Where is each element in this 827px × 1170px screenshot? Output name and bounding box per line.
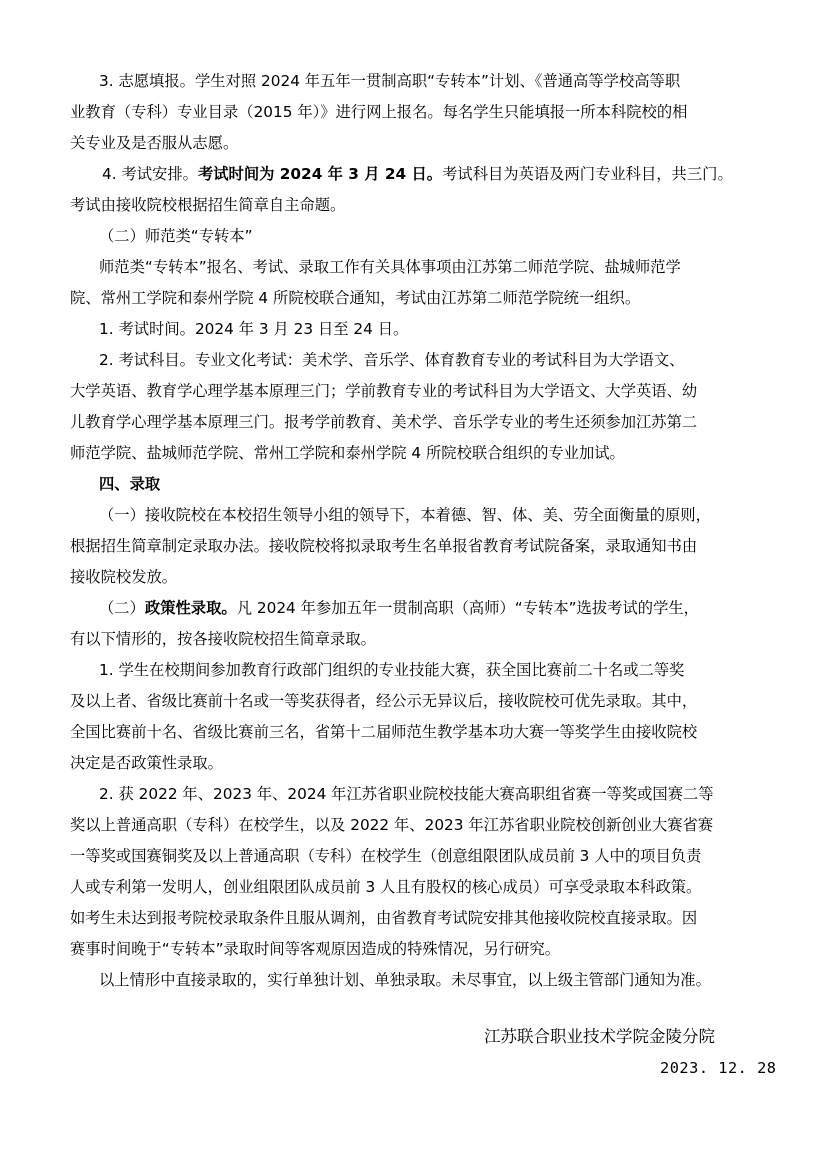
paragraph-line: 2. 考试科目。专业文化考试：美术学、音乐学、体育教育专业的考试科目为大学语文、 (99, 351, 685, 369)
paragraph-line: 1. 考试时间。2024 年 3 月 23 日至 24 日。 (99, 320, 409, 338)
paragraph-line: 决定是否政策性录取。 (70, 754, 223, 772)
paragraph-line: 2. 获 2022 年、2023 年、2024 年江苏省职业院校技能大赛高职组省赛一等奖或国赛二等 (99, 785, 714, 803)
paragraph-line: 有以下情形的，按各接收院校招生简章录取。 (70, 630, 376, 648)
paragraph-line: 考试由接收院校根据招生简章自主命题。 (70, 196, 346, 214)
exam-date-emphasis: 考试时间为 2024 年 3 月 24 日。 (197, 165, 443, 183)
paragraph-line: 关专业及是否服从志愿。 (70, 134, 239, 152)
paragraph-line: 奖以上普通高职（专科）在校学生，以及 2022 年、2023 年江苏省职业院校创新创业大赛省赛 (70, 816, 714, 834)
paragraph-line: 赛事时间晚于“专转本”录取时间等客观原因造成的特殊情况，另行研究。 (70, 940, 561, 958)
paragraph-line (99, 598, 699, 618)
paragraph-line: 儿教育学心理学基本原理三门。报考学前教育、美术学、音乐学专业的考生还须参加江苏第二 (70, 413, 698, 431)
paragraph-line: 师范类“专转本”报名、考试、录取工作有关具体事项由江苏第二师范学院、盐城师范学 (99, 258, 681, 276)
paragraph-line: 大学英语、教育学心理学基本原理三门；学前教育专业的考试科目为大学语文、大学英语、幼 (70, 382, 698, 400)
paragraph-line: 根据招生简章制定录取办法。接收院校将拟录取考生名单报省教育考试院备案，录取通知书由 (70, 537, 698, 555)
paragraph-line: 及以上者、省级比赛前十名或一等奖获得者，经公示无异议后，接收院校可优先录取。其中， (70, 692, 698, 710)
paragraph-line: 接收院校发放。 (70, 568, 178, 586)
paragraph-line: 业教育（专科）专业目录（2015 年）》进行网上报名。每名学生只能填报一所本科院校的相 (70, 103, 688, 121)
section-heading: 四、录取 (99, 475, 161, 493)
paragraph-line: 如考生未达到报考院校录取条件且服从调剂，由省教育考试院安排其他接收院校直接录取。因 (70, 909, 698, 927)
paragraph-line: （一）接收院校在本校招生领导小组的领导下，本着德、智、体、美、劳全面衡量的原则， (99, 506, 711, 524)
item-lead: （二） (99, 599, 145, 617)
item-lead: 4. 考试安排。 (102, 165, 198, 183)
paragraph-line (102, 164, 733, 184)
subsection-heading: （二）师范类“专转本” (99, 227, 253, 245)
paragraph-line: 3. 志愿填报。学生对照 2024 年五年一贯制高职“专转本”计划、《普通高等学校高等职 (99, 72, 681, 90)
signature-organization: 江苏联合职业技术学院金陵分院 (484, 1027, 715, 1046)
policy-admission-emphasis: 政策性录取。 (144, 599, 237, 617)
paragraph-line: 以上情形中直接录取的，实行单独计划、单独录取。未尽事宜，以上级主管部门通知为准。 (99, 971, 711, 989)
paragraph-line: 师范学院、盐城师范学院、常州工学院和泰州学院 4 所院校联合组织的专业加试。 (70, 444, 625, 462)
signature-date: 2023. 12. 28 (660, 1059, 777, 1077)
item-text: 凡 2024 年参加五年一贯制高职（高师）“专转本”选拔考试的学生， (236, 599, 699, 617)
paragraph-line: 人或专利第一发明人，创业组限团队成员前 3 人且有股权的核心成员）可享受录取本科政策。 (70, 878, 702, 896)
paragraph-line: 院、常州工学院和泰州学院 4 所院校联合通知，考试由江苏第二师范学院统一组织。 (70, 289, 641, 307)
item-text: 考试科目为英语及两门专业科目，共三门。 (442, 165, 733, 183)
paragraph-line: 一等奖或国赛铜奖及以上普通高职（专科）在校学生（创意组限团队成员前 3 人中的项目负责 (70, 847, 702, 865)
paragraph-line: 1. 学生在校期间参加教育行政部门组织的专业技能大赛，获全国比赛前二十名或二等奖 (99, 661, 685, 679)
paragraph-line: 全国比赛前十名、省级比赛前三名，省第十二届师范生教学基本功大赛一等奖学生由接收院校 (70, 723, 698, 741)
